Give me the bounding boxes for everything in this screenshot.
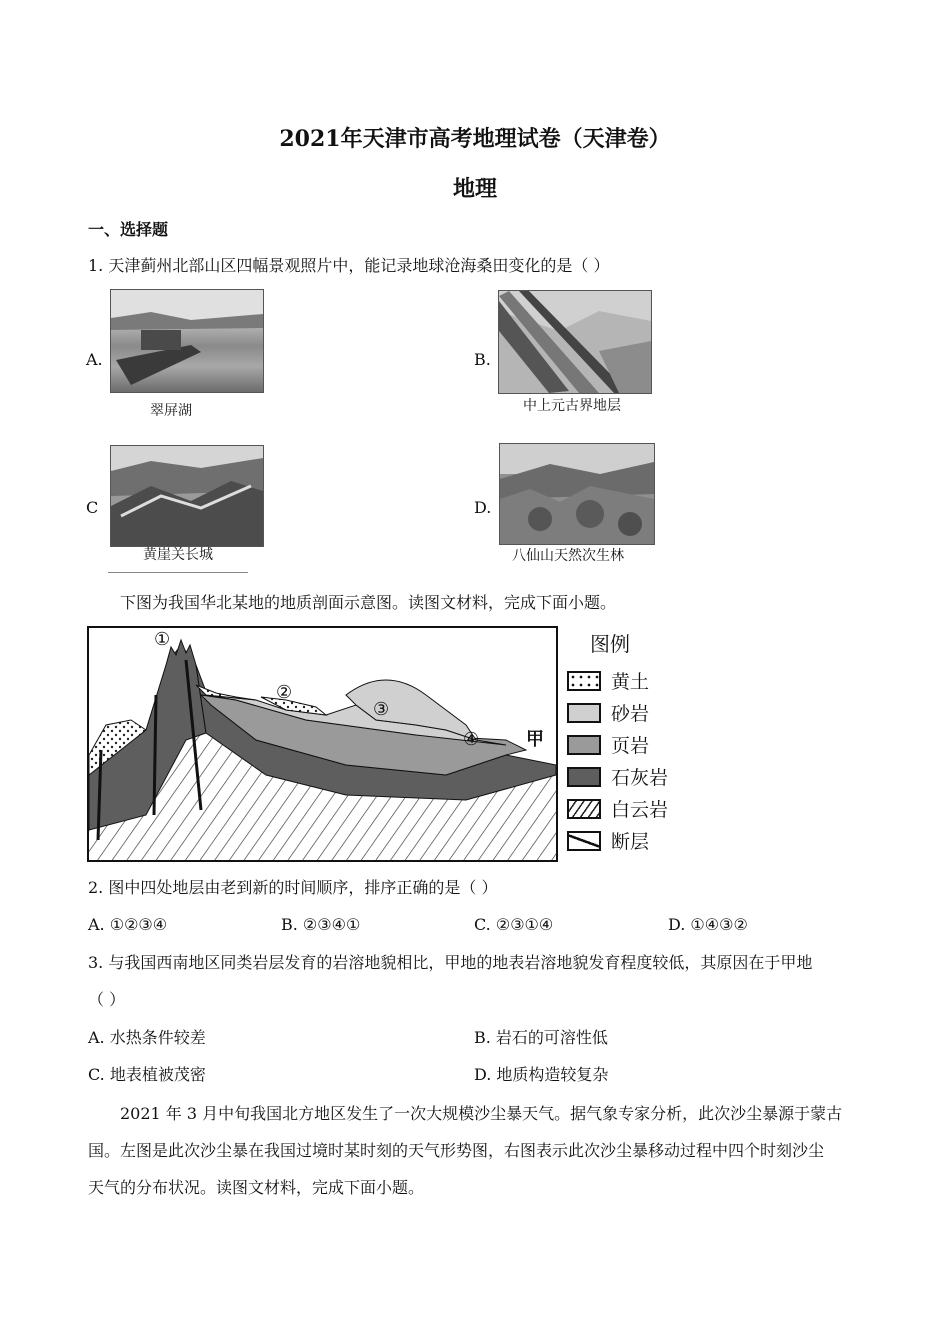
intro-1: 下图为我国华北某地的地质剖面示意图。读图文材料，完成下面小题。: [120, 593, 617, 612]
q1-option-b-caption: 中上元古界地层: [523, 398, 621, 414]
legend-shale: [567, 731, 649, 758]
legend-fault: [567, 827, 649, 854]
strata-photo: [498, 290, 652, 394]
legend-shale-label: 页岩: [611, 735, 650, 757]
q1-option-c-letter: C: [86, 498, 99, 517]
q3-option-d: D. 地质构造较复杂: [474, 1065, 609, 1084]
section-heading: 一、选择题: [88, 220, 169, 239]
legend-limestone: [567, 763, 668, 790]
legend-fault-label: 断层: [611, 831, 650, 853]
question-1-stem: 1. 天津蓟州北部山区四幅景观照片中，能记录地球沧海桑田变化的是（ ）: [88, 256, 610, 275]
legend-title: 图例: [590, 632, 630, 656]
geological-section-diagram: [86, 625, 561, 865]
strata-photo-art: [499, 291, 651, 393]
forest-photo-art: [500, 444, 654, 544]
q1-option-c-caption: 黄崖关长城: [143, 547, 213, 563]
legend-sandstone: [567, 699, 649, 726]
subject-title: 地理: [452, 176, 497, 202]
q1-option-a-caption: 翠屏湖: [150, 403, 192, 419]
question-3-stem-line1: 3. 与我国西南地区同类岩层发育的岩溶地貌相比，甲地的地表岩溶地貌发育程度较低，其原因在于甲地: [88, 953, 813, 972]
intro-2-line3: 天气的分布状况。读图文材料，完成下面小题。: [88, 1178, 425, 1197]
sandstone-swatch: [567, 703, 601, 723]
lake-photo-art: [111, 290, 263, 392]
legend-sandstone-label: 砂岩: [611, 703, 650, 725]
q1-option-d-caption: 八仙山天然次生林: [512, 548, 624, 564]
forest-photo: [499, 443, 655, 545]
q2-option-c: C. ②③①④: [474, 915, 554, 934]
marker-1: ①: [154, 629, 171, 650]
question-2-stem: 2. 图中四处地层由老到新的时间顺序，排序正确的是（ ）: [88, 878, 498, 897]
shale-swatch: [567, 735, 601, 755]
marker-4: ④: [463, 729, 480, 750]
dolomite-swatch: [567, 799, 601, 819]
legend-limestone-label: 石灰岩: [611, 767, 669, 789]
marker-3: ③: [373, 699, 390, 720]
legend-loess-label: 黄土: [611, 671, 650, 693]
intro-2-line2: 国。左图是此次沙尘暴在我国过境时某时刻的天气形势图，右图表示此次沙尘暴移动过程中四个时刻沙尘: [88, 1141, 825, 1160]
legend-dolomite: [567, 795, 668, 822]
legend-dolomite-label: 白云岩: [611, 799, 669, 821]
fault-swatch: [567, 831, 601, 851]
q2-option-a: A. ①②③④: [88, 915, 168, 934]
q3-option-c: C. 地表植被茂密: [88, 1065, 206, 1084]
q1-option-b-letter: B.: [474, 350, 491, 369]
q1-option-a-letter: A.: [86, 350, 103, 369]
great-wall-photo-art: [111, 446, 263, 546]
intro-2-line1: 2021 年 3 月中旬我国北方地区发生了一次大规模沙尘暴天气。据气象专家分析，此次沙尘暴源于蒙古: [120, 1104, 843, 1123]
q1-option-d-letter: D.: [474, 498, 492, 517]
document-title: 2021年天津市高考地理试卷（天津卷）: [279, 126, 671, 152]
q3-option-a: A. 水热条件较差: [88, 1028, 206, 1047]
loess-swatch: [567, 671, 601, 691]
question-3-stem-line2: （ ）: [88, 990, 126, 1009]
place-label: 甲: [526, 729, 544, 750]
lake-photo: [110, 289, 264, 393]
q2-option-d: D. ①④③②: [668, 915, 748, 934]
q3-option-b: B. 岩石的可溶性低: [474, 1028, 608, 1047]
great-wall-photo: [110, 445, 264, 547]
limestone-swatch: [567, 767, 601, 787]
q2-option-b: B. ②③④①: [281, 915, 361, 934]
marker-2: ②: [276, 682, 293, 703]
legend-loess: [567, 667, 649, 694]
divider: [108, 572, 248, 573]
